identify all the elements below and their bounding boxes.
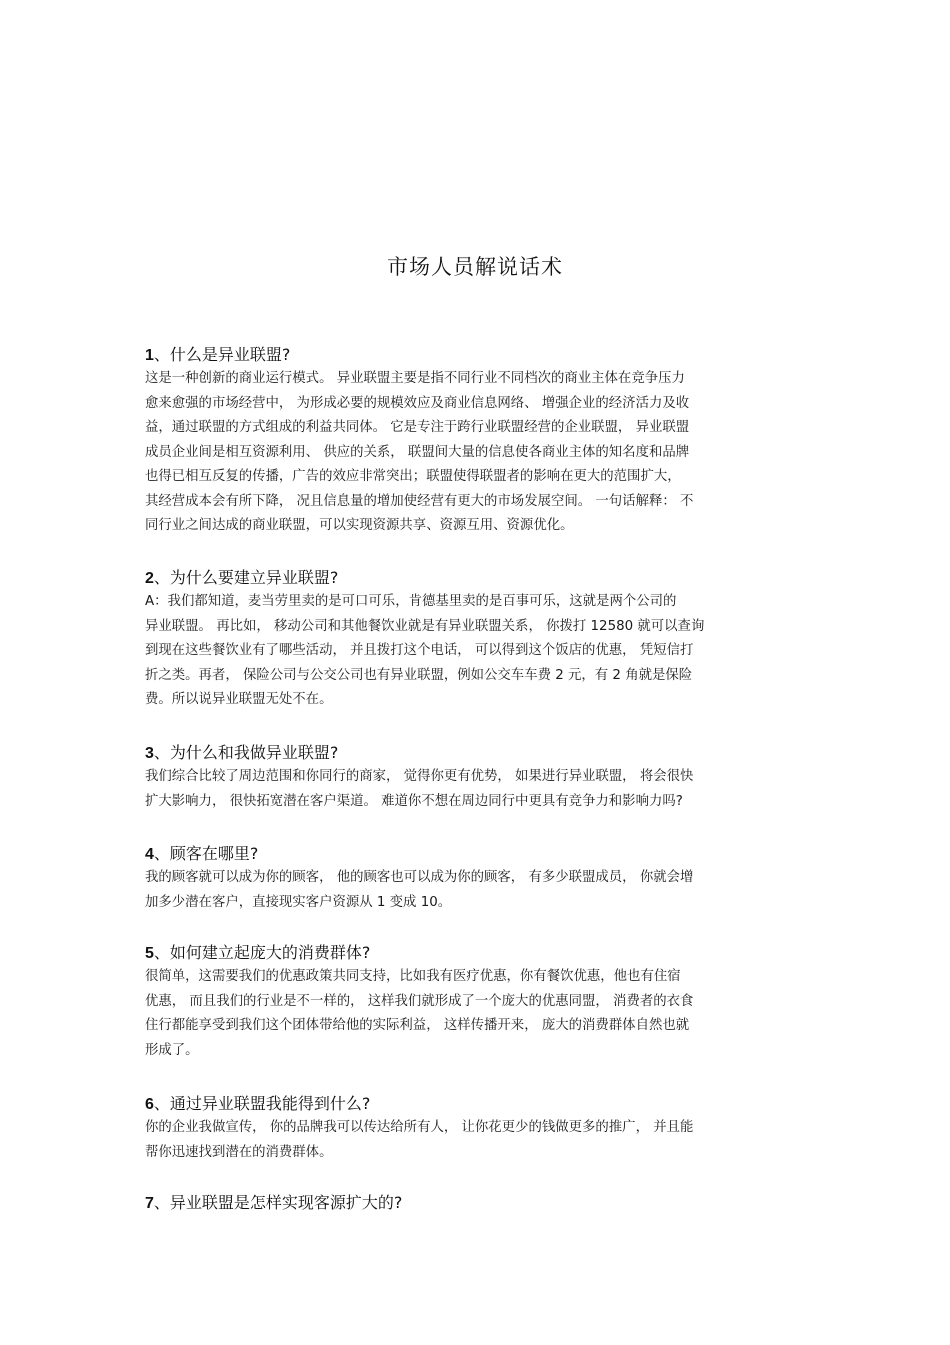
paragraph-line: 加多少潜在客户，直接现实客户资源从 1 变成 10。 bbox=[145, 894, 452, 910]
paragraph-line: 你的企业我做宣传， 你的品牌我可以传达给所有人， 让你花更少的钱做更多的推广， 并且能 bbox=[145, 1120, 694, 1135]
question-number: 6 bbox=[145, 1096, 154, 1113]
paragraph-line: 到现在这些餐饮业有了哪些活动， 并且拨打这个电话， 可以得到这个饭店的优惠， 凭短信打 bbox=[145, 643, 694, 658]
paragraph-line: 我们综合比较了周边范围和你同行的商家， 觉得你更有优势， 如果进行异业联盟， 将会很快 bbox=[145, 769, 694, 784]
paragraph-line: 同行业之间达成的商业联盟，可以实现资源共享、资源互用、资源优化。 bbox=[145, 518, 574, 533]
question-heading bbox=[145, 343, 807, 367]
paragraph-line: 也得已相互反复的传播，广告的效应非常突出；联盟使得联盟者的影响在更大的范围扩大， bbox=[145, 469, 681, 484]
section-4 bbox=[145, 842, 807, 915]
paragraph-line: 扩大影响力， 很快拓宽潜在客户渠道。 难道你不想在周边同行中更具有竞争力和影响力吗? bbox=[145, 793, 683, 809]
paragraph-line: 我的顾客就可以成为你的顾客， 他的顾客也可以成为你的顾客， 有多少联盟成员， 你就会增 bbox=[145, 870, 694, 885]
paragraph-line: 这是一种创新的商业运行模式。 异业联盟主要是指不同行业不同档次的商业主体在竞争压力 bbox=[145, 371, 685, 386]
paragraph-line: 帮你迅速找到潜在的消费群体。 bbox=[145, 1144, 333, 1160]
paragraph-line: 形成了。 bbox=[145, 1042, 199, 1058]
question-heading bbox=[145, 1092, 807, 1116]
paragraph-line: 优惠， 而且我们的行业是不一样的， 这样我们就形成了一个庞大的优惠同盟， 消费者的衣食 bbox=[145, 993, 694, 1009]
question-number: 5 bbox=[145, 945, 154, 962]
question-number: 7 bbox=[145, 1195, 154, 1212]
paragraph-line: 其经营成本会有所下降， 况且信息量的增加使经营有更大的市场发展空间。 一句话解释： 不 bbox=[145, 493, 694, 509]
section-6 bbox=[145, 1092, 807, 1165]
paragraph-line: 益，通过联盟的方式组成的利益共同体。 它是专注于跨行业联盟经营的企业联盟， 异业联盟 bbox=[145, 420, 690, 435]
paragraph-line: 费。所以说异业联盟无处不在。 bbox=[145, 692, 333, 707]
document-title: 市场人员解说话术 bbox=[387, 255, 563, 279]
paragraph-line: A：我们都知道，麦当劳里卖的是可口可乐，肯德基里卖的是百事可乐，这就是两个公司的 bbox=[145, 594, 677, 609]
question-text: 、为什么和我做异业联盟? bbox=[153, 743, 339, 762]
section-1 bbox=[145, 343, 807, 539]
question-heading bbox=[145, 566, 807, 590]
question-text: 、通过异业联盟我能得到什么? bbox=[153, 1094, 371, 1113]
section-5 bbox=[145, 941, 807, 1063]
paragraph-line: 折之类。再者， 保险公司与公交公司也有异业联盟，例如公交车车费 2 元，有 2 角就是保险 bbox=[145, 667, 693, 683]
question-text: 、如何建立起庞大的消费群体? bbox=[153, 943, 371, 962]
paragraph-line: 住行都能享受到我们这个团体带给他的实际利益， 这样传播开来， 庞大的消费群体自然也就 bbox=[145, 1018, 690, 1033]
question-text: 、异业联盟是怎样实现客源扩大的? bbox=[153, 1193, 403, 1212]
paragraph-line: 愈来愈强的市场经营中， 为形成必要的规模效应及商业信息网络、 增强企业的经济活力及收 bbox=[145, 395, 690, 411]
question-number: 4 bbox=[145, 846, 154, 863]
section-3 bbox=[145, 741, 807, 814]
question-text: 、什么是异业联盟? bbox=[153, 345, 291, 364]
question-text: 、顾客在哪里? bbox=[153, 844, 259, 863]
section-2 bbox=[145, 566, 807, 713]
paragraph-line: 很简单，这需要我们的优惠政策共同支持，比如我有医疗优惠，你有餐饮优惠，他也有住宿 bbox=[145, 969, 681, 984]
paragraph-line: 异业联盟。 再比如， 移动公司和其他餐饮业就是有异业联盟关系， 你拨打 12580 就可以查询 bbox=[145, 618, 705, 634]
section-7 bbox=[145, 1191, 807, 1215]
question-text: 、为什么要建立异业联盟? bbox=[153, 568, 339, 587]
question-number: 1 bbox=[145, 347, 154, 364]
question-heading bbox=[145, 842, 807, 866]
question-heading bbox=[145, 1191, 807, 1215]
question-heading bbox=[145, 941, 807, 965]
question-number: 3 bbox=[145, 745, 154, 762]
paragraph-line: 成员企业间是相互资源利用、 供应的关系， 联盟间大量的信息使各商业主体的知名度和品牌 bbox=[145, 444, 690, 460]
question-number: 2 bbox=[145, 570, 154, 587]
question-heading bbox=[145, 741, 807, 765]
